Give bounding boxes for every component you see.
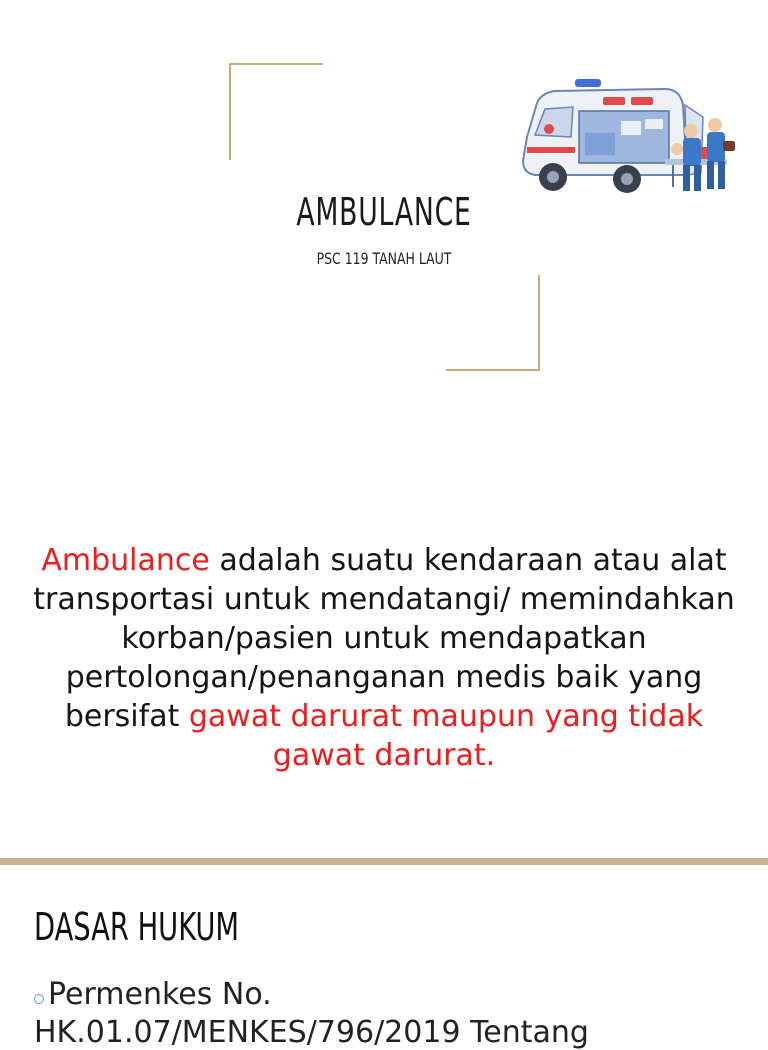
- bullet-item: [34, 977, 272, 1012]
- ambulance-illustration: [515, 75, 740, 205]
- decorative-corner-top-left: [229, 63, 323, 160]
- bullet-circle-icon: [34, 994, 44, 1004]
- page-title: AMBULANCE: [296, 190, 472, 234]
- page-subtitle: PSC 119 TANAH LAUT: [316, 249, 452, 268]
- slide-legal-basis: [0, 865, 768, 1050]
- definition-body: adalah suatu kendaraan atau alat transportasi untuk mendatangi/ memindahkan korban/pasien untuk mendapatkan pertolongan/penanganan medis baik yang bersifat: [33, 543, 735, 734]
- definition-paragraph: [30, 541, 738, 775]
- bullet-text-line-2: HK.01.07/MENKES/796/2019 Tentang: [34, 1015, 589, 1050]
- decorative-corner-bottom-right: [446, 275, 540, 371]
- slide-divider: [0, 858, 768, 865]
- definition-emphasis: gawat darurat maupun yang tidak gawat darurat.: [188, 699, 704, 773]
- bullet-text-line-1: Permenkes No.: [48, 977, 272, 1012]
- definition-term: Ambulance: [41, 543, 210, 578]
- section-heading: DASAR HUKUM: [34, 905, 240, 949]
